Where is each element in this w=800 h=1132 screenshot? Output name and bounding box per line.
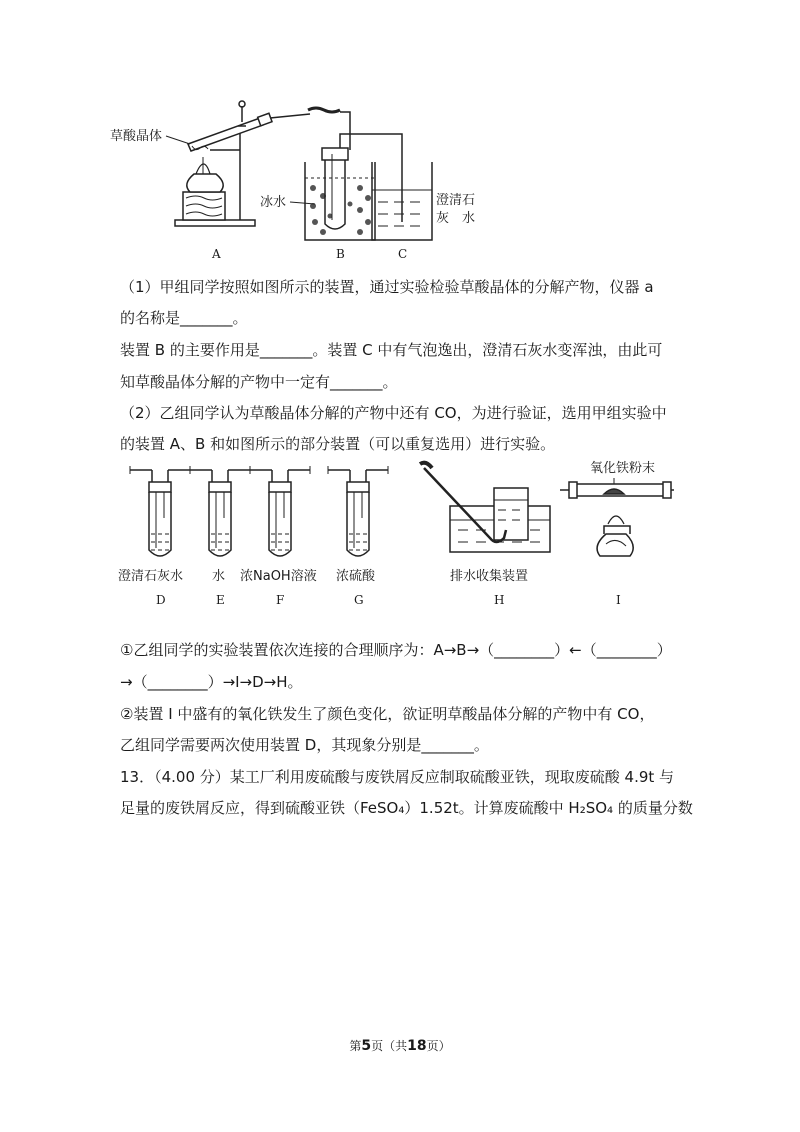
q2-sub2-line-2: 乙组同学需要两次使用装置 D，其现象分别是_______。	[120, 736, 489, 754]
q13-line-2: 足量的废铁屑反应，得到硫酸亚铁（FeSO₄）1.52t。计算废硫酸中 H₂SO₄ 的质量分数	[120, 799, 693, 817]
caption-c: C	[398, 247, 408, 261]
figure-apparatus-d-to-i	[114, 458, 674, 608]
caption-b: B	[336, 247, 345, 261]
caption-e: E	[216, 593, 225, 607]
label-limewater: 澄清石灰水	[118, 569, 184, 584]
apparatus-g	[328, 466, 388, 556]
label-naoh: 浓NaOH溶液	[240, 569, 317, 584]
caption-d: D	[156, 593, 166, 607]
label-water-collection: 排水收集装置	[450, 569, 529, 584]
q13-line-1: 13．（4.00 分）某工厂利用废硫酸与废铁屑反应制取硫酸亚铁，现取废硫酸 4.9t 与	[120, 768, 675, 786]
label-water: 水	[212, 569, 226, 584]
figure-apparatus-abc	[110, 92, 490, 262]
apparatus-b	[260, 148, 375, 240]
limewater-label-2: 灰 水	[436, 211, 476, 226]
q1-line-2: 的名称是_______。	[120, 309, 248, 327]
apparatus-c	[372, 162, 475, 240]
apparatus-d	[130, 466, 190, 556]
page-footer	[0, 1037, 800, 1054]
ice-water-label: 冰水	[260, 195, 287, 210]
label-sulfuric-acid: 浓硫酸	[336, 569, 376, 584]
footer-mid: 页（共	[371, 1039, 408, 1053]
q2-line-1: （2）乙组同学认为草酸晶体分解的产物中还有 CO，为进行验证，选用甲组实验中	[120, 404, 667, 422]
q1-line-1: （1）甲组同学按照如图所示的装置，通过实验检验草酸晶体的分解产物，仪器 a	[120, 278, 654, 296]
caption-g: G	[354, 593, 364, 607]
limewater-label-1: 澄清石	[436, 193, 476, 208]
label-ferric-oxide: 氧化铁粉末	[590, 461, 656, 476]
crystal-label: 草酸晶体	[110, 129, 163, 144]
caption-f: F	[276, 593, 285, 607]
apparatus-f	[250, 466, 310, 556]
footer-prefix: 第	[349, 1039, 362, 1053]
q2-line-2: 的装置 A、B 和如图所示的部分装置（可以重复选用）进行实验。	[120, 435, 556, 453]
apparatus-e	[190, 466, 250, 556]
apparatus-h	[420, 463, 550, 584]
q2-sub1-line-2: →（________）→I→D→H。	[120, 673, 303, 691]
q1-line-4: 知草酸晶体分解的产物中一定有_______。	[120, 373, 398, 391]
caption-i: I	[616, 593, 621, 607]
page-total: 18	[407, 1038, 427, 1054]
q2-sub2-line-1: ②装置 I 中盛有的氧化铁发生了颜色变化，欲证明草酸晶体分解的产物中有 CO，	[120, 705, 655, 723]
footer-suffix: 页）	[426, 1039, 451, 1053]
caption-h: H	[494, 593, 505, 607]
caption-a: A	[212, 247, 221, 261]
apparatus-i	[560, 460, 674, 556]
page-number: 5	[361, 1038, 372, 1054]
q2-sub1-line-1: ①乙组同学的实验装置依次连接的合理顺序为：A→B→（________）←（________）	[120, 641, 672, 659]
q1-line-3: 装置 B 的主要作用是_______。装置 C 中有气泡逸出，澄清石灰水变浑浊，由此可	[120, 341, 663, 359]
